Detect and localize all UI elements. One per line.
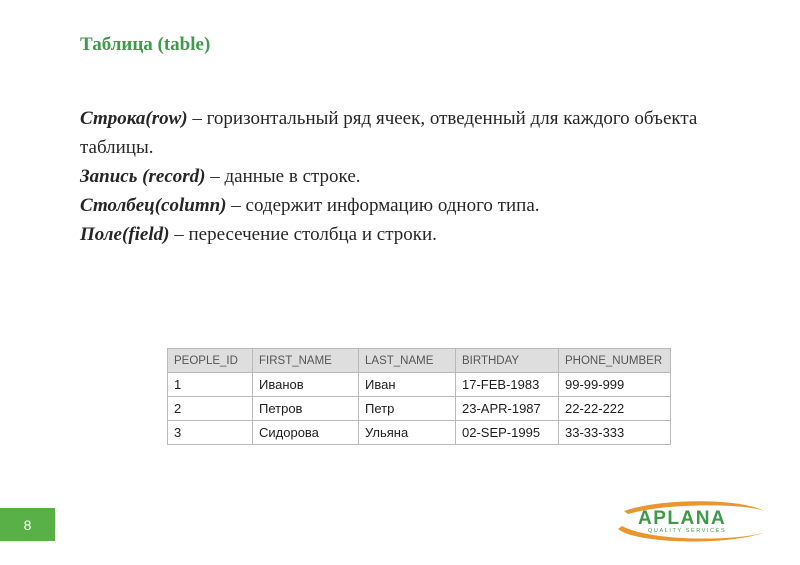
definition-text: – данные в строке.: [205, 166, 361, 187]
page-number-badge: 8: [0, 508, 55, 541]
table-cell: Петров: [253, 397, 359, 421]
logo-wordmark: APLANA: [638, 508, 727, 529]
table-cell: Петр: [359, 397, 456, 421]
column-header-people-id: PEOPLE_ID: [168, 349, 253, 373]
definition-column: [80, 191, 760, 220]
definition-text: – пересечение столбца и строки.: [169, 224, 437, 245]
table-cell: 22-22-222: [559, 397, 671, 421]
table-row: [168, 421, 671, 445]
column-header-phone-number: PHONE_NUMBER: [559, 349, 671, 373]
definition-term: Строка(row): [80, 108, 188, 129]
definition-field: [80, 220, 760, 249]
table-cell: Иванов: [253, 373, 359, 397]
column-header-first-name: FIRST_NAME: [253, 349, 359, 373]
table-cell: 1: [168, 373, 253, 397]
table-cell: 3: [168, 421, 253, 445]
column-header-birthday: BIRTHDAY: [456, 349, 559, 373]
definition-term: Запись (record): [80, 166, 206, 187]
table-cell: 17-FEB-1983: [456, 373, 559, 397]
definition-term: Столбец(column): [80, 195, 227, 216]
definitions-list: [80, 104, 760, 249]
column-header-last-name: LAST_NAME: [359, 349, 456, 373]
definition-text: – горизонтальный ряд ячеек, отведенный для каждого объекта таблицы.: [80, 108, 698, 158]
table-cell: Ульяна: [359, 421, 456, 445]
definition-text: – содержит информацию одного типа.: [226, 195, 540, 216]
table-row: [168, 397, 671, 421]
slide-title: Таблица (table): [80, 34, 211, 55]
table-row: [168, 373, 671, 397]
table-cell: 23-APR-1987: [456, 397, 559, 421]
aplana-logo: [614, 499, 772, 545]
table-cell: 99-99-999: [559, 373, 671, 397]
table-cell: 33-33-333: [559, 421, 671, 445]
definition-row: [80, 104, 760, 162]
table-cell: 2: [168, 397, 253, 421]
table-header-row: [168, 349, 671, 373]
table-cell: Сидорова: [253, 421, 359, 445]
definition-record: [80, 162, 760, 191]
table-cell: Иван: [359, 373, 456, 397]
people-table: [167, 348, 671, 445]
logo-tagline: QUALITY SERVICES: [648, 528, 727, 534]
definition-term: Поле(field): [80, 224, 170, 245]
table-cell: 02-SEP-1995: [456, 421, 559, 445]
